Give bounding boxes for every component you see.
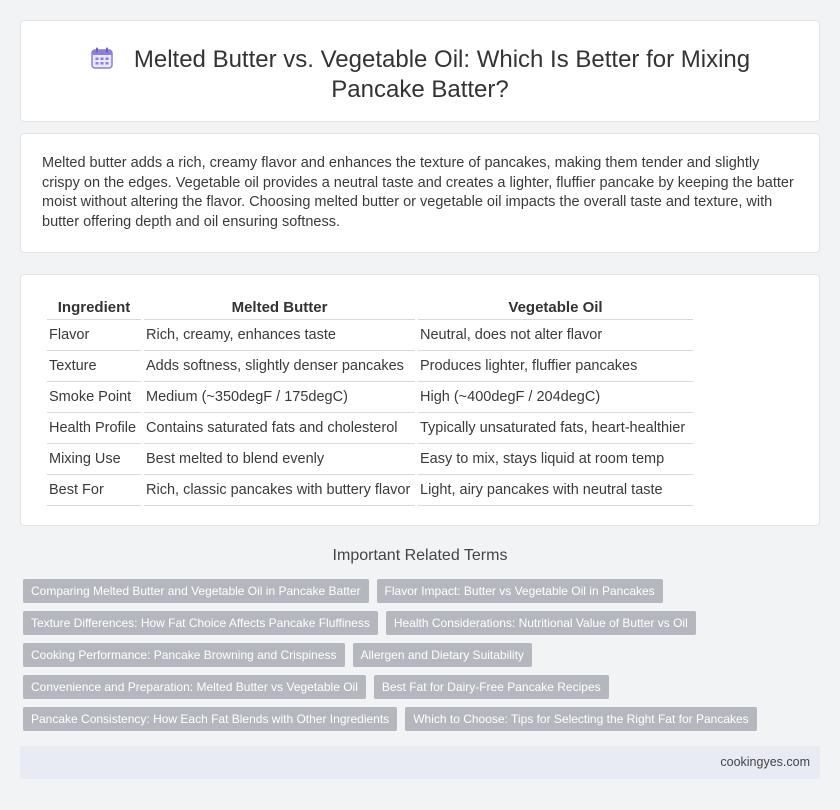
column-header: Vegetable Oil [418, 295, 693, 320]
table-cell: Mixing Use [47, 444, 141, 475]
table-cell: Best melted to blend evenly [144, 444, 415, 475]
related-terms-row [23, 643, 803, 675]
related-term-tag[interactable]: Allergen and Dietary Suitability [353, 643, 532, 667]
table-cell: Neutral, does not alter flavor [418, 320, 693, 351]
header-card [20, 20, 820, 122]
related-terms-list [23, 579, 803, 739]
related-term-tag[interactable]: Cooking Performance: Pancake Browning and Crispiness [23, 643, 345, 667]
table-cell: Typically unsaturated fats, heart-healthier [418, 413, 693, 444]
table-cell: Texture [47, 351, 141, 382]
title-line-2: Pancake Batter? [331, 76, 509, 103]
calendar-icon [90, 46, 114, 70]
footer-site: cookingyes.com [720, 755, 810, 769]
table-cell: Rich, creamy, enhances taste [144, 320, 415, 351]
title-line-1: Melted Butter vs. Vegetable Oil: Which Is Better for Mixing [133, 46, 751, 73]
comparison-table-card [20, 274, 820, 526]
table-cell: Produces lighter, fluffier pancakes [418, 351, 693, 382]
table-cell: Light, airy pancakes with neutral taste [418, 475, 693, 506]
related-term-tag[interactable]: Health Considerations: Nutritional Value of Butter vs Oil [386, 611, 696, 635]
table-cell: Contains saturated fats and cholesterol [144, 413, 415, 444]
related-terms-row [23, 707, 803, 739]
related-term-tag[interactable]: Convenience and Preparation: Melted Butter vs Vegetable Oil [23, 675, 366, 699]
footer [20, 746, 820, 779]
table-cell: Health Profile [47, 413, 141, 444]
page-title [61, 45, 779, 105]
related-terms-row [23, 675, 803, 707]
table-cell: Adds softness, slightly denser pancakes [144, 351, 415, 382]
table-cell: Smoke Point [47, 382, 141, 413]
intro-text: Melted butter adds a rich, creamy flavor and enhances the texture of pancakes, making them tender and slightly crispy on the edges. Vegetable oil provides a neutral taste and creates a lighter, fluffier pancake by keeping the batter moist without altering the flavor. Choosing melted butter or vegetable oil impacts the overall taste and texture, with butter offering depth and oil ensuring softness. [42, 155, 794, 230]
table-header-row [47, 295, 693, 320]
table-cell: Best For [47, 475, 141, 506]
table-row [47, 351, 693, 382]
table-row [47, 320, 693, 351]
intro-card [20, 133, 820, 253]
table-cell: Easy to mix, stays liquid at room temp [418, 444, 693, 475]
related-term-tag[interactable]: Best Fat for Dairy-Free Pancake Recipes [374, 675, 609, 699]
table-cell: Flavor [47, 320, 141, 351]
table-row [47, 444, 693, 475]
table-row [47, 382, 693, 413]
related-terms-title: Important Related Terms [332, 547, 508, 564]
related-terms-row [23, 579, 803, 611]
column-header: Melted Butter [144, 295, 415, 320]
column-header: Ingredient [47, 295, 141, 320]
related-term-tag[interactable]: Flavor Impact: Butter vs Vegetable Oil in Pancakes [377, 579, 663, 603]
table-cell: Medium (~350degF / 175degC) [144, 382, 415, 413]
comparison-table [44, 295, 696, 506]
table-row [47, 475, 693, 506]
related-term-tag[interactable]: Which to Choose: Tips for Selecting the Right Fat for Pancakes [405, 707, 757, 731]
table-cell: High (~400degF / 204degC) [418, 382, 693, 413]
table-cell: Rich, classic pancakes with buttery flavor [144, 475, 415, 506]
related-terms-row [23, 611, 803, 643]
related-term-tag[interactable]: Comparing Melted Butter and Vegetable Oil in Pancake Batter [23, 579, 369, 603]
related-term-tag[interactable]: Texture Differences: How Fat Choice Affects Pancake Fluffiness [23, 611, 378, 635]
related-term-tag[interactable]: Pancake Consistency: How Each Fat Blends with Other Ingredients [23, 707, 397, 731]
table-row [47, 413, 693, 444]
